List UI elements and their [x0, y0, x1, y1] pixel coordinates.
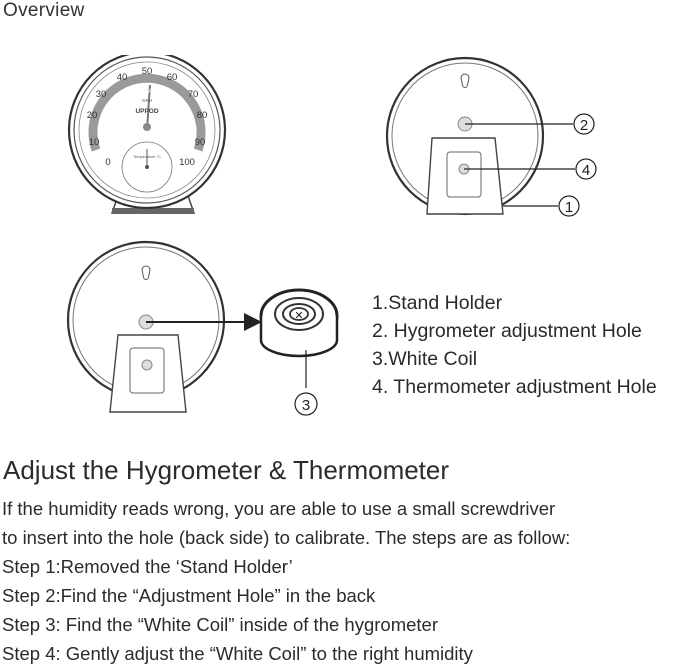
humidity-tick: 90 [194, 137, 206, 148]
humidity-tick: 50 [141, 66, 153, 77]
adjustment-illustration [66, 240, 351, 420]
instruction-line: to insert into the hole (back side) to calibrate. The steps are as follow: [2, 527, 571, 548]
callout-label: 3 [301, 397, 311, 414]
svg-text:✕: ✕ [294, 310, 304, 322]
humidity-tick: 70 [187, 89, 199, 100]
callout-label: 2 [579, 117, 589, 134]
callout-label: 1 [564, 199, 574, 216]
temperature-label: Temperature °C [132, 154, 162, 159]
instruction-line: Step 3: Find the “White Coil” inside of the hygrometer [2, 614, 438, 635]
humidity-tick: 40 [116, 72, 128, 83]
instruction-line: Step 1:Removed the ‘Stand Holder’ [2, 556, 293, 577]
hygrometer-back-illustration [385, 56, 610, 226]
humidity-tick: 10 [88, 137, 100, 148]
ideal-zone-label: IDEAL [138, 89, 156, 95]
legend-item: 2. Hygrometer adjustment Hole [372, 320, 642, 342]
humidity-tick: 60 [166, 72, 178, 83]
overview-heading: Overview [3, 0, 85, 21]
humidity-unit-label: %RH [141, 98, 153, 103]
humidity-tick: 80 [196, 110, 208, 121]
legend-item: 4. Thermometer adjustment Hole [372, 376, 657, 398]
hygrometer-front-illustration [62, 55, 232, 217]
humidity-tick: 100 [179, 157, 195, 168]
instruction-line: If the humidity reads wrong, you are able to use a small screwdriver [2, 498, 556, 519]
humidity-tick: 0 [105, 157, 111, 168]
dry-zone-label: DRY [96, 118, 106, 131]
humidity-tick: 30 [95, 89, 107, 100]
instruction-line: Step 2:Find the “Adjustment Hole” in the back [2, 585, 376, 606]
legend-item: 3.White Coil [372, 348, 478, 370]
wet-zone-label: WET [188, 118, 198, 131]
callout-label: 4 [581, 162, 591, 179]
brand-logo-text: UPPOD [135, 108, 159, 115]
instruction-line: Step 4: Gently adjust the “White Coil” to the right humidity [2, 643, 473, 664]
humidity-tick: 20 [86, 110, 98, 121]
legend-item: 1.Stand Holder [372, 292, 503, 314]
section-title: Adjust the Hygrometer & Thermometer [3, 455, 450, 485]
